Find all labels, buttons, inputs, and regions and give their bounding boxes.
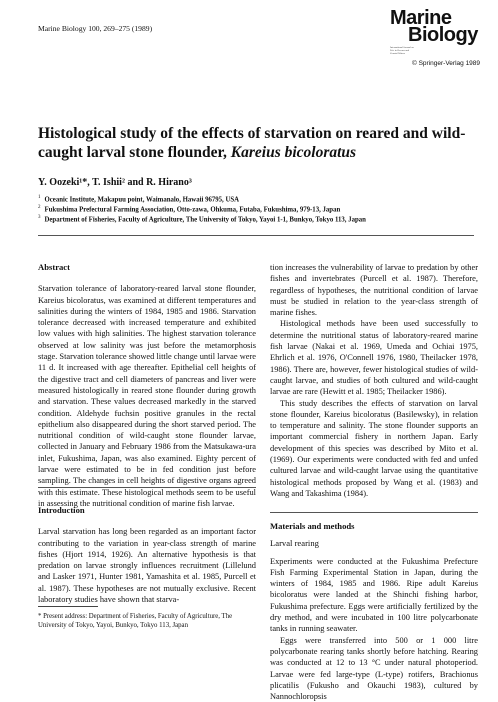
intro-paragraph-3: This study describes the effects of starvation on larval stone flounder, Kareius bicoloratus (Basilewsky), in relation to temperature and salinity. The stone flounder supports an important commercial fishery in northern Japan. Early development of this species was described by Mito et al. (1969). Our experiments were conducted with fed and unfed cultured larvae and wild-caught larvae using the quantitative histological methods proposed by Wang et al. (1983) and Wang and Takashima (1984). xyxy=(270,398,478,498)
footnote: * Present address: Department of Fisheries, Faculty of Agriculture, The University of Tokyo, Yayoi, Bunkyo, Tokyo 113, Japan xyxy=(38,613,233,629)
intro-continued xyxy=(270,262,478,499)
journal-reference: Marine Biology 100, 269–275 (1989) xyxy=(38,24,153,33)
intro-paragraph-1: tion increases the vulnerability of larvae to predation by other fishes and invertebrates (Purcell et al. 1987). Therefore, regardless of hypotheses, the nutritional condition of larvae must be studied in relation to the year-class strength of marine fishes. xyxy=(270,263,478,318)
rearing-heading: Larval rearing xyxy=(270,538,319,549)
affiliation-2: $^2$ Fukushima Prefectural Farming Association, Otto-zawa, Ohkuma, Futaba, Fukushima, 979-13, Japan xyxy=(38,205,341,214)
journal-logo xyxy=(390,7,481,67)
methods-heading: Materials and methods xyxy=(270,521,355,531)
logo-word-marine: Marine xyxy=(390,7,452,29)
introduction-text: Larval starvation has long been regarded as an important factor contributing to the variation in year-class strength of marine fishes (Hjort 1914, 1926). An alternative hypothesis is that predation on larvae strongly influences recruitment (Lillelund and Lasker 1971, Hunter 1981, Yamashita et al. 1985, Purcell et al. 1987). These hypotheses are not mutually exclusive. Recent laboratory studies have shown that starva- xyxy=(38,527,256,605)
copyright-line: © Springer-Verlag 1989 xyxy=(412,60,481,67)
methods-paragraph-2: Eggs were transferred into 500 or 1 000 litre polycarbonate rearing tanks shortly before hatching. Rearing was conducted at 12 to 13 °C under natural photoperiod. Larvae were fed large-type (L-type) rotifers, Brachionus plicatilis (Fukusho and Okauchi 1983), cultured by Nannochloropsis xyxy=(270,635,478,702)
logo-word-biology: Biology xyxy=(408,24,478,46)
article-title xyxy=(38,124,478,162)
affiliation-1: $^1$ Oceanic Institute, Makapuu point, Waimanalo, Hawaii 96795, USA xyxy=(38,195,240,204)
header-divider xyxy=(38,235,474,236)
affiliation-3: $^3$ Department of Fisheries, Faculty of Agriculture, The University of Tokyo, Yayoi 1-1, Bunkyo, Tokyo 113, Japan xyxy=(38,215,366,224)
title-species: Kareius bicoloratus xyxy=(230,144,357,161)
intro-paragraph-2: Histological methods have been used successfully to determine the nutritional status of laboratory-reared marine fish larvae (Nakai et al. 1969, Umeda and Ochiai 1975, Ehrlich et al. 1976, O'Connell 1976, 1980, Theilacker 1978, 1986). There are, however, fewer histological studies of wild-caught larvae, and studies of both cultured and wild-caught larvae are rare (Hewitt et al. 1985; Theilacker 1986). xyxy=(270,319,478,397)
footnote-rule xyxy=(38,606,98,607)
logo-subtitle: International Journal on Life in Oceans and Coastal Waters xyxy=(390,46,414,55)
author-line: Y. Oozeki¹*, T. Ishii² and R. Hirano³ xyxy=(38,177,192,188)
methods-paragraph-1: Experiments were conducted at the Fukushima Prefecture Fish Farming Experimental Station in Japan, during the winters of 1984, 1985 and 1986. Ripe adult Kareius bicoloratus were landed at the Shinchi fishing harbor, Fukushima prefecture. Eggs were artificially fertilized by the dry method, and were incubated in 100 litre polycarbonate tanks in running seawater. xyxy=(270,556,478,634)
abstract-heading: Abstract xyxy=(38,262,70,272)
introduction-heading: Introduction xyxy=(38,505,85,515)
title-text: Histological study of the effects of starvation on reared and wild-caught larval stone flounder, xyxy=(38,125,466,161)
abstract-text: Starvation tolerance of laboratory-reared larval stone flounder, Kareius bicoloratus, was examined at different temperatures and salinities during the winters of 1984, 1985 and 1986. Starvation tolerance decreased with increased temperature and exhibited low values with high salinities. The highest starvation tolerance observed at low salinity was just before the metamorphosis stage. Starvation tolerance showed little change until larvae were 11 d. It increased with age thereafter. Epithelial cell heights of the digestive tract and cell diameters of pancreas and liver were measured histologically in reared stone flounder during growth and starvation. These values decreased markedly in the starved condition. Aldehyde fuchsin positive granules in the rectal epithelium also disappeared during the short starved period. The nutritional condition of wild-caught stone flounder larvae, collected in January and February 1986 from the Matsukawa-ura inlet, Fukushima, Japan, was also examined. Eighty percent of larvae were estimated to be in fed condition just before sampling. The changes in cell heights of digestive organs agreed with this estimate. These histological methods seem to be useful in assessing the nutritional condition of marine fish larvae. xyxy=(38,284,256,508)
abstract-section xyxy=(38,262,256,509)
abstract-divider xyxy=(38,487,256,488)
methods-divider xyxy=(270,512,478,513)
methods-section xyxy=(270,521,478,702)
introduction-section xyxy=(38,505,256,605)
